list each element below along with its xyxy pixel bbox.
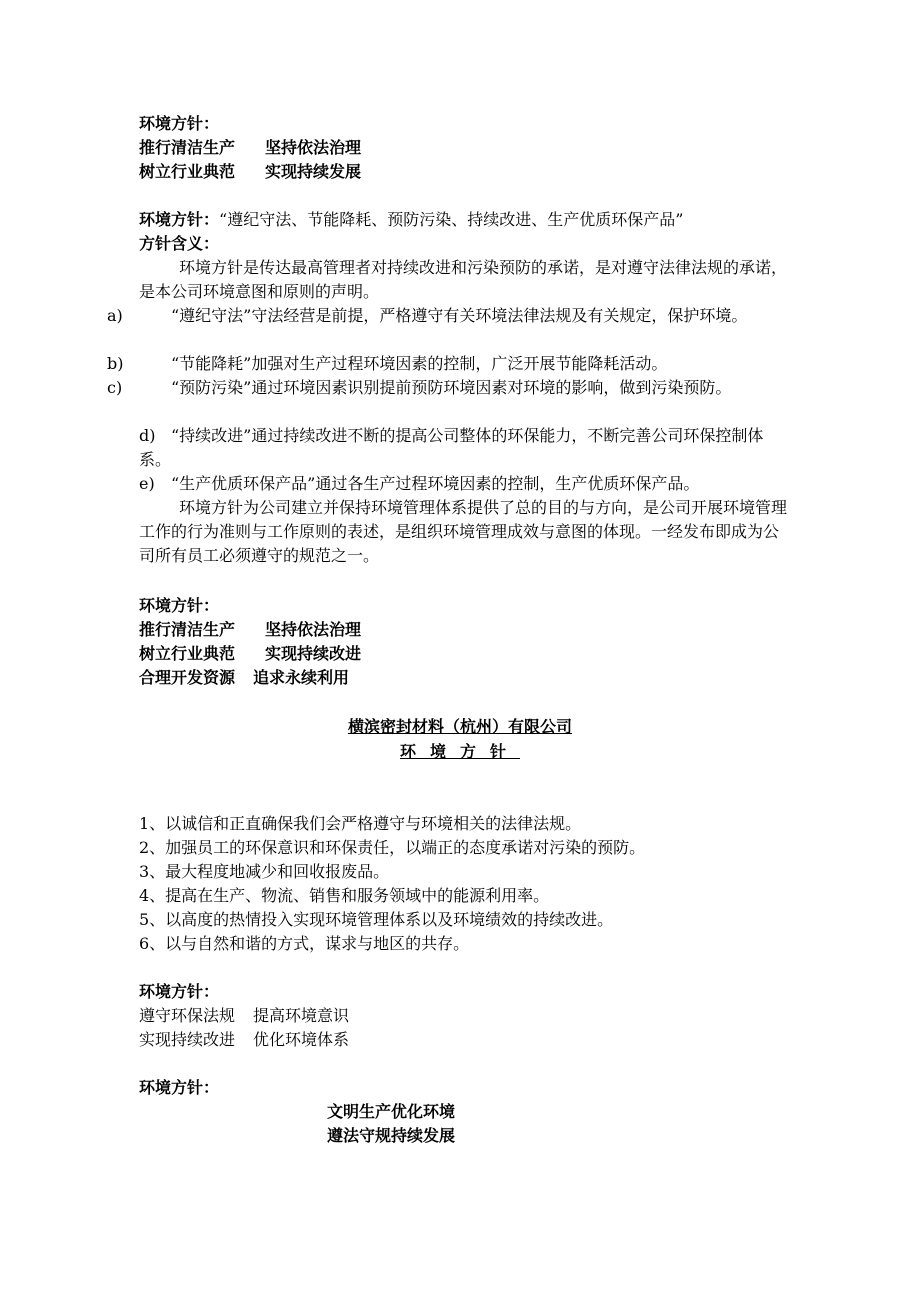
slogan: 树立行业典范: [139, 162, 236, 181]
policy-row-3-3: [139, 666, 349, 690]
policy-list-item-3: 3、最大程度地减少和回收报废品。: [139, 862, 390, 881]
slogan: 追求永续利用: [253, 668, 350, 687]
meaning-item-a: [107, 304, 821, 328]
heading-label: 环境方针：: [139, 210, 220, 229]
slogan: 坚持依法治理: [265, 138, 362, 157]
meaning-item-e: [139, 472, 789, 496]
policy-list-item-6: 6、以与自然和谐的方式，谋求与地区的共存。: [139, 934, 470, 953]
slogan: 优化环境体系: [253, 1030, 350, 1049]
slogan: 合理开发资源: [139, 668, 236, 687]
slogan: 实现持续发展: [265, 162, 362, 181]
item-text: “节能降耗”加强对生产过程环境因素的控制，广泛开展节能降耗活动。: [171, 354, 668, 373]
item-text: “预防污染”通过环境因素识别提前预防环境因素对环境的影响，做到污染预防。: [171, 378, 732, 397]
item-text: “生产优质环保产品”通过各生产过程环境因素的控制，生产优质环保产品。: [171, 474, 700, 493]
slogan: 坚持依法治理: [265, 620, 362, 639]
policy-row-5-2: [139, 1028, 349, 1052]
company-name: 横滨密封材料（杭州）有限公司: [347, 717, 572, 736]
item-label: e): [139, 474, 155, 493]
policy-heading-2: [139, 208, 683, 232]
item-text: “遵纪守法”守法经营是前提，严格遵守有关环境法律法规及有关规定，保护环境。: [171, 306, 748, 325]
meaning-item-c: [107, 376, 821, 400]
slogan: 实现持续改进: [139, 1030, 236, 1049]
item-label: b): [107, 354, 124, 373]
slogan: 提高环境意识: [253, 1006, 350, 1025]
meaning-item-d: [139, 424, 789, 472]
policy-slogan-6-1: 文明生产优化环境: [327, 1102, 456, 1121]
meaning-label: 方针含义：: [139, 234, 220, 253]
policy-list-item-4: 4、提高在生产、物流、销售和服务领域中的能源利用率。: [139, 886, 550, 905]
meaning-item-b: [107, 352, 821, 376]
item-label: a): [107, 306, 123, 325]
item-label: c): [107, 378, 123, 397]
policy-row-3-1: [139, 618, 361, 642]
slogan: 实现持续改进: [265, 644, 362, 663]
slogan: 推行清洁生产: [139, 138, 236, 157]
slogan: 推行清洁生产: [139, 620, 236, 639]
policy-row-3-2: [139, 642, 361, 666]
policy-slogan-6-2: 遵法守规持续发展: [327, 1126, 456, 1145]
policy-row-5-1: [139, 1004, 349, 1028]
slogan: 树立行业典范: [139, 644, 236, 663]
intro-paragraph: 环境方针是传达最高管理者对持续改进和污染预防的承诺，是对遵守法律法规的承诺，是本公司环境意图和原则的声明。: [139, 258, 788, 301]
policy-list-item-1: 1、以诚信和正直确保我们会严格遵守与环境相关的法律法规。: [139, 814, 582, 833]
policy-list-item-2: 2、加强员工的环保意识和环保责任，以端正的态度承诺对污染的预防。: [139, 838, 646, 857]
policy-title-text: 环境方针: [399, 742, 520, 761]
slogan: 遵守环保法规: [139, 1006, 236, 1025]
closing-paragraph: 环境方针为公司建立并保持环境管理体系提供了总的目的与方向，是公司开展环境管理工作的行为准则与工作原则的表述，是组织环境管理成效与意图的体现。一经发布即成为公司所有员工必须遵守的规范之一。: [139, 498, 788, 565]
policy-heading-3: 环境方针：: [139, 596, 220, 615]
policy-title: [0, 740, 920, 764]
item-label: d): [139, 426, 156, 445]
policy-row-1-2: [139, 160, 361, 184]
policy-heading-5: 环境方针：: [139, 982, 220, 1001]
item-text: “持续改进”通过持续改进不断的提高公司整体的环保能力，不断完善公司环保控制体系。: [139, 426, 764, 469]
policy-heading-6: 环境方针：: [139, 1078, 220, 1097]
heading-text: “遵纪守法、节能降耗、预防污染、持续改进、生产优质环保产品”: [219, 210, 684, 229]
policy-row-1-1: [139, 136, 361, 160]
policy-heading-1: 环境方针：: [139, 114, 220, 133]
policy-list-item-5: 5、以高度的热情投入实现环境管理体系以及环境绩效的持续改进。: [139, 910, 614, 929]
